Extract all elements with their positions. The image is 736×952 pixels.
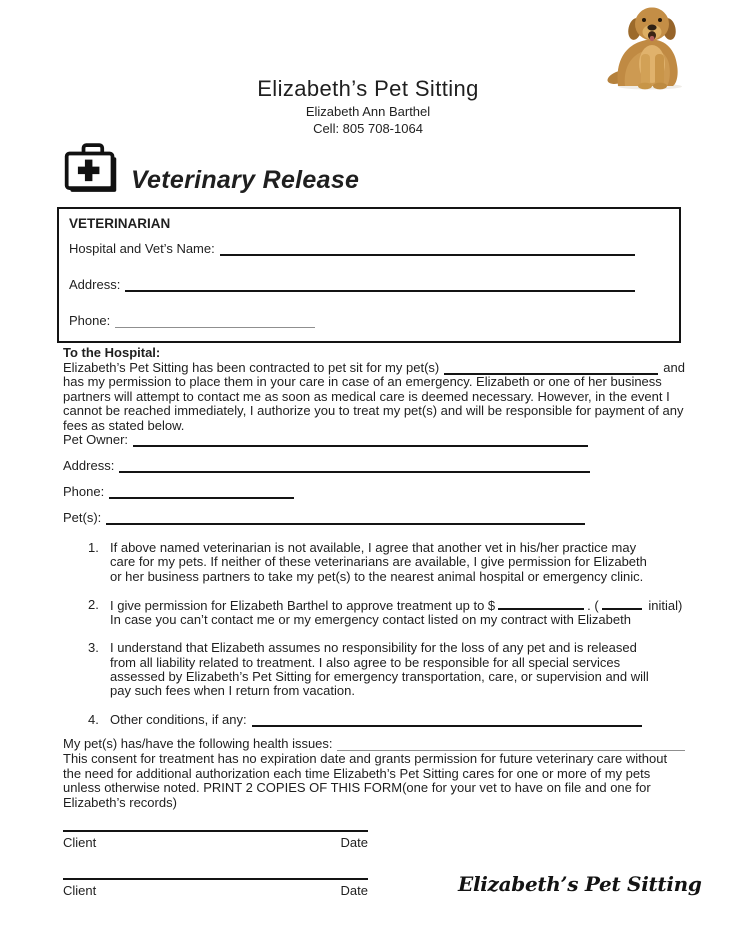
- vet-name-label: Hospital and Vet’s Name:: [69, 241, 215, 256]
- hospital-line1-end: and: [663, 359, 685, 375]
- item-3-number: 3.: [88, 640, 99, 656]
- owner-address-row: [63, 458, 590, 473]
- item-4-number: 4.: [88, 711, 99, 727]
- owner-phone-blank-line: [109, 484, 294, 499]
- vet-phone-row: [69, 313, 669, 328]
- item-2-number: 2.: [88, 596, 99, 612]
- consent-paragraph: This consent for treatment has no expiration date and grants permission for future veterinary care without the need for additional authorization each time Elizabeth’s Pet Sitting cares for one or more of my pets unless otherwise noted. PRINT 2 COPIES OF THIS FORM(one for your vet to have on file and one for Elizabeth’s records): [63, 751, 668, 810]
- pets-label: Pet(s):: [63, 510, 102, 525]
- pet-owner-label: Pet Owner:: [63, 432, 129, 447]
- list-item-2: [88, 596, 683, 628]
- pets-row: [63, 510, 585, 525]
- list-item-1: [88, 541, 662, 584]
- hospital-section: [63, 346, 685, 434]
- vet-name-blank-line: [220, 241, 635, 256]
- owner-address-label: Address:: [63, 458, 115, 473]
- amount-blank-line: [498, 598, 584, 610]
- owner-phone-row: [63, 484, 590, 499]
- hospital-paragraph: has my permission to place them in your care in case of an emergency. Elizabeth or one of her business partners will attempt to contact me as soon as medical care is deemed necessary. However, in the event I cannot be reached immediately, I authorize you to treat my pet(s) and will be responsible for payment of any fees as stated below.: [63, 374, 684, 433]
- client-label: Client: [63, 883, 97, 898]
- other-conditions-label: Other conditions, if any:: [110, 711, 247, 727]
- item-2-text-end: initial): [648, 597, 683, 613]
- owner-fields: [63, 432, 590, 536]
- item-2-line2: In case you can’t contact me or my emergency contact listed on my contract with Elizabeth: [110, 612, 631, 628]
- pet-owner-row: [63, 432, 588, 447]
- date-label: Date: [340, 883, 368, 898]
- owner-name: Elizabeth Ann Barthel: [305, 104, 431, 119]
- item-2-text-mid: . (: [587, 597, 599, 613]
- pet-owner-blank-line: [133, 432, 588, 447]
- item-1-text: If above named veterinarian is not available, I agree that another vet in his/her practice may care for my pets. If neither of these veterinarians are available, I give permission for Elizabeth or her business partners to take my pet(s) to the nearest animal hospital or emergency clinic.: [110, 540, 647, 584]
- date-label: Date: [340, 835, 368, 850]
- form-title: Veterinary Release: [131, 166, 360, 194]
- vet-phone-blank-line: [115, 314, 315, 328]
- list-item-4: [88, 713, 662, 727]
- list-item-3: [88, 641, 662, 698]
- health-issues-row: [63, 737, 685, 751]
- veterinarian-box: [57, 207, 681, 343]
- health-issues-blank-line: [337, 739, 685, 751]
- vet-address-row: [69, 277, 669, 292]
- business-name: Elizabeth’s Pet Sitting: [257, 76, 479, 101]
- signature-block: [63, 830, 368, 898]
- owner-address-blank-line: [119, 458, 590, 473]
- health-consent-section: [63, 737, 685, 810]
- cell-phone: Cell: 805 708-1064: [313, 121, 423, 136]
- other-conditions-blank-line: [252, 714, 642, 727]
- client-label: Client: [63, 835, 97, 850]
- first-aid-kit-icon: [62, 140, 120, 197]
- form-title-row: [62, 140, 359, 197]
- signature-row-1: [63, 830, 368, 850]
- owner-phone-label: Phone:: [63, 484, 105, 499]
- vet-phone-label: Phone:: [69, 313, 111, 328]
- vet-name-row: [69, 241, 669, 256]
- item-3-text: I understand that Elizabeth assumes no responsibility for the loss of any pet and is released from all liability related to treatment. I also agree to be responsible for all special services assessed by Elizabeth’s Pet Sitting for emergency transportation, care, or supervision and will pay such fees when I return from vacation.: [110, 640, 649, 699]
- hospital-heading: To the Hospital:: [63, 345, 161, 360]
- item-1-number: 1.: [88, 540, 99, 555]
- business-header: [0, 76, 736, 136]
- initial-blank-line: [602, 598, 642, 610]
- terms-list: [88, 540, 683, 741]
- veterinarian-heading: VETERINARIAN: [69, 216, 171, 231]
- vet-address-label: Address:: [69, 277, 121, 292]
- vet-address-blank-line: [125, 277, 635, 292]
- script-logo: Elizabeth’s Pet Sitting: [458, 872, 702, 896]
- item-2-text-pre: I give permission for Elizabeth Barthel to approve treatment up to $: [110, 597, 496, 613]
- hospital-line1-text: Elizabeth’s Pet Sitting has been contracted to pet sit for my pet(s): [63, 359, 440, 375]
- signature-row-2: [63, 878, 368, 898]
- hospital-line1: [63, 361, 685, 376]
- health-issues-label: My pet(s) has/have the following health issues:: [63, 736, 333, 751]
- pets-names-blank-line: [106, 510, 585, 525]
- item-2-line1: [110, 598, 682, 613]
